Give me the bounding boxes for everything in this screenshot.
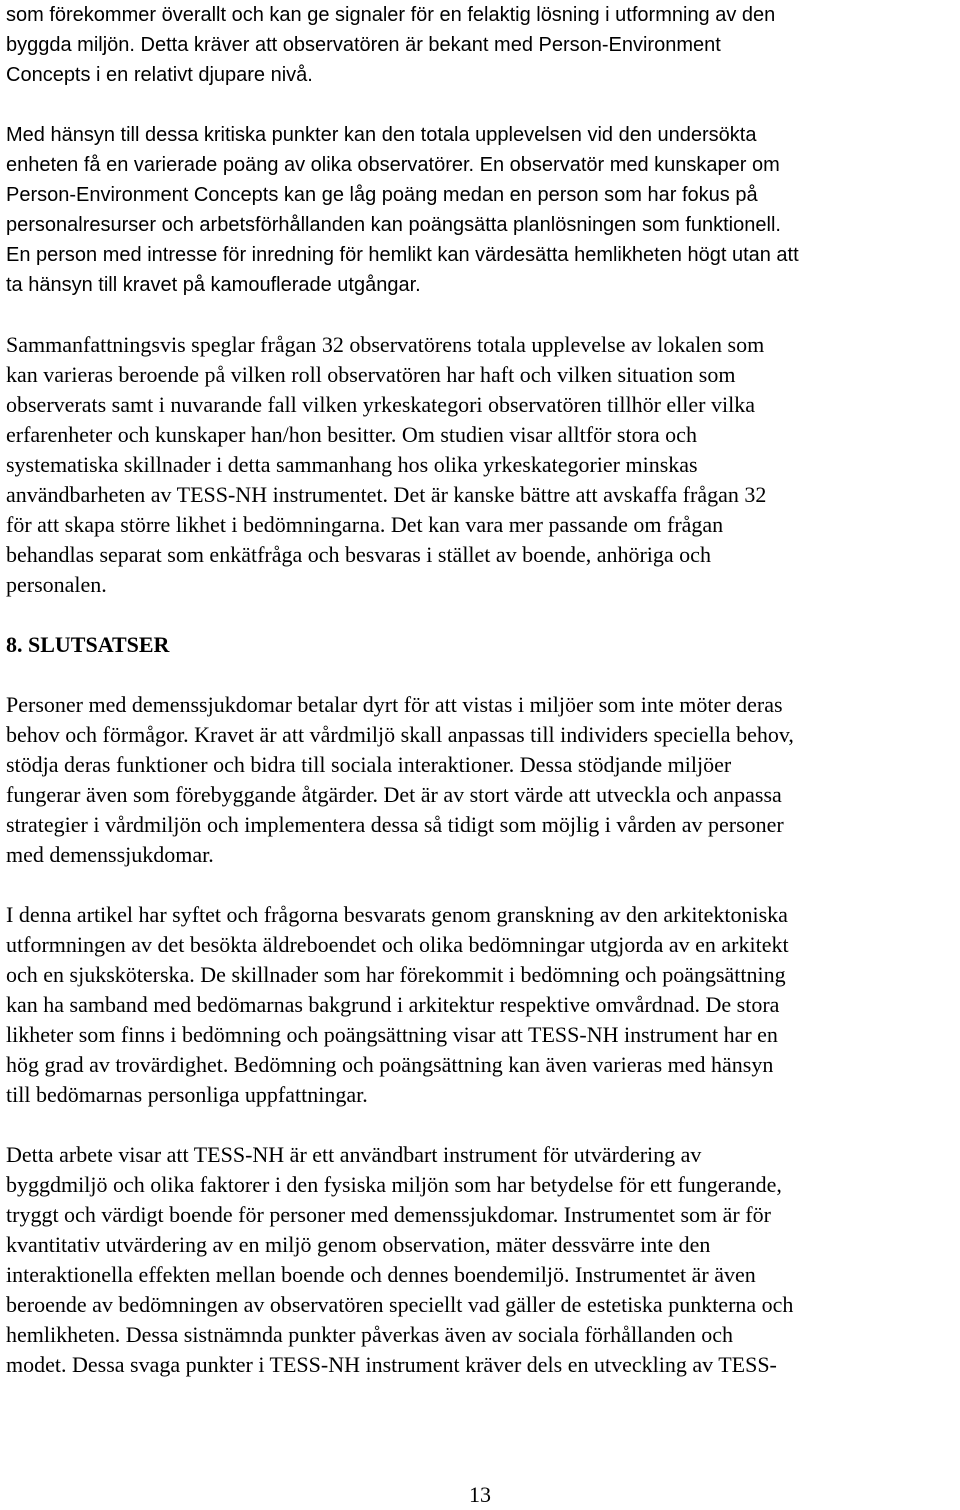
text-segment: modet. Dessa svaga punkter i TESS-NH instrument kräver dels en utveckling av TESS- xyxy=(6,1352,777,1377)
text-segment: Med hänsyn till dessa kritiska punkter kan den totala upplevelsen vid den undersökta xyxy=(6,124,757,146)
text-line xyxy=(6,750,956,780)
text-segment: likheter som finns i bedömning och poängsättning visar att TESS-NH instrument har en xyxy=(6,1022,778,1047)
text-segment: En person med intresse för inredning för hemlikt kan värdesätta hemlikheten högt utan att xyxy=(6,244,799,266)
text-line xyxy=(6,1080,956,1110)
text-line xyxy=(6,990,956,1020)
text-segment: strategier i vårdmiljön och implementera dessa så tidigt som möjlig i vården av personer xyxy=(6,812,784,837)
text-segment: för att skapa större likhet i bedömningarna. Det kan vara mer passande om frågan xyxy=(6,512,724,537)
text-segment: och en sjuksköterska. De skillnader som har förekommit i bedömning och poängsättning xyxy=(6,962,786,987)
text-line xyxy=(6,780,956,810)
paragraph xyxy=(6,690,956,870)
text-line xyxy=(6,360,956,390)
text-segment: observerats samt i nuvarande fall vilken yrkeskategori observatören tillhör eller vilka xyxy=(6,392,755,417)
text-segment: systematiska skillnader i detta sammanhang hos olika yrkeskategorier minskas xyxy=(6,452,698,477)
text-line xyxy=(6,1260,956,1290)
text-line xyxy=(6,720,956,750)
text-segment: behandlas separat som enkätfråga och besvaras i stället av boende, anhöriga och xyxy=(6,542,711,567)
paragraph-spacer xyxy=(6,300,956,330)
text-line xyxy=(6,420,956,450)
text-line xyxy=(6,390,956,420)
text-segment: fungerar även som förebyggande åtgärder. Det är av stort värde att utveckla och anpassa xyxy=(6,782,782,807)
text-segment: tryggt och värdigt boende för personer med demenssjukdomar. Instrumentet som är för xyxy=(6,1202,771,1227)
text-line xyxy=(6,0,956,30)
text-line xyxy=(6,960,956,990)
paragraph-spacer xyxy=(6,1110,956,1140)
body-text-conclusions xyxy=(6,690,956,1380)
text-line xyxy=(6,690,956,720)
document-page xyxy=(6,0,956,1380)
text-line xyxy=(6,480,956,510)
text-segment: personalen. xyxy=(6,572,107,597)
text-line xyxy=(6,900,956,930)
text-line xyxy=(6,1170,956,1200)
text-segment: beroende av bedömningen av observatören speciellt vad gäller de estetiska punkterna och xyxy=(6,1292,794,1317)
text-segment: kan ha samband med bedömarnas bakgrund i arkitektur respektive omvårdnad. De stora xyxy=(6,992,780,1017)
text-line xyxy=(6,930,956,960)
text-segment: Personer med demenssjukdomar betalar dyrt för att vistas i miljöer som inte möter deras xyxy=(6,692,783,717)
text-segment: Detta arbete visar att TESS-NH är ett användbart instrument för utvärdering av xyxy=(6,1142,702,1167)
text-line xyxy=(6,270,956,300)
text-segment: enheten få en varierade poäng av olika observatörer. En observatör med kunskaper om xyxy=(6,154,780,176)
text-line xyxy=(6,570,956,600)
text-segment: som förekommer överallt och kan ge signaler för en felaktig lösning i utformning av den xyxy=(6,4,776,26)
paragraph xyxy=(6,900,956,1110)
text-line xyxy=(6,30,956,60)
text-line xyxy=(6,450,956,480)
page-number: 13 xyxy=(469,1482,491,1507)
text-line xyxy=(6,150,956,180)
text-segment: kan varieras beroende på vilken roll observatören har haft och vilken situation som xyxy=(6,362,736,387)
spacer xyxy=(6,600,956,630)
text-segment: behov och förmågor. Kravet är att vårdmiljö skall anpassas till individers speciella behov, xyxy=(6,722,794,747)
text-line xyxy=(6,840,956,870)
text-line xyxy=(6,120,956,150)
text-segment: personalresurser och arbetsförhållanden kan poängsätta planlösningen som funktionell. xyxy=(6,214,781,236)
text-line xyxy=(6,240,956,270)
text-line xyxy=(6,210,956,240)
text-segment: Sammanfattningsvis speglar frågan 32 observatörens totala upplevelse av lokalen som xyxy=(6,332,765,357)
spacer xyxy=(6,660,956,690)
text-segment: med demenssjukdomar. xyxy=(6,842,214,867)
text-segment: erfarenheter och kunskaper han/hon besitter. Om studien visar alltför stora och xyxy=(6,422,697,447)
paragraph-spacer xyxy=(6,90,956,120)
text-line xyxy=(6,1320,956,1350)
text-line xyxy=(6,1230,956,1260)
text-segment: hemlikheten. Dessa sistnämnda punkter påverkas även av sociala förhållanden och xyxy=(6,1322,733,1347)
text-segment: ta hänsyn till kravet på kamouflerade utgångar. xyxy=(6,274,421,296)
text-segment: byggdmiljö och olika faktorer i den fysiska miljön som har betydelse för ett fungerande, xyxy=(6,1172,782,1197)
text-segment: Person-Environment Concepts kan ge låg poäng medan en person som har fokus på xyxy=(6,184,758,206)
text-line xyxy=(6,1290,956,1320)
text-segment: utformningen av det besökta äldreboendet och olika bedömningar utgjorda av en arkitekt xyxy=(6,932,789,957)
text-line xyxy=(6,1050,956,1080)
paragraph xyxy=(6,330,956,600)
text-line xyxy=(6,1350,956,1380)
text-segment: kvantitativ utvärdering av en miljö genom observation, mäter dessvärre inte den xyxy=(6,1232,711,1257)
paragraph xyxy=(6,0,956,90)
text-line xyxy=(6,1140,956,1170)
text-segment: hög grad av trovärdighet. Bedömning och poängsättning kan även varieras med hänsyn xyxy=(6,1052,774,1077)
body-text-top xyxy=(6,0,956,600)
text-line xyxy=(6,510,956,540)
paragraph-spacer xyxy=(6,870,956,900)
section-heading: 8. SLUTSATSER xyxy=(6,632,170,657)
text-line xyxy=(6,180,956,210)
text-segment: användbarheten av TESS-NH instrumentet. Det är kanske bättre att avskaffa frågan 32 xyxy=(6,482,767,507)
text-segment: interaktionella effekten mellan boende och dennes boendemiljö. Instrumentet är även xyxy=(6,1262,756,1287)
text-line xyxy=(6,60,956,90)
text-segment: stödja deras funktioner och bidra till sociala interaktioner. Dessa stödjande miljöer xyxy=(6,752,732,777)
text-line xyxy=(6,540,956,570)
text-segment: Concepts i en relativt djupare nivå. xyxy=(6,64,313,86)
text-line xyxy=(6,330,956,360)
paragraph xyxy=(6,120,956,300)
text-segment: I denna artikel har syftet och frågorna besvarats genom granskning av den arkitektoniska xyxy=(6,902,788,927)
text-line xyxy=(6,810,956,840)
text-segment: till bedömarnas personliga uppfattningar. xyxy=(6,1082,368,1107)
text-line xyxy=(6,1020,956,1050)
paragraph xyxy=(6,1140,956,1380)
text-line xyxy=(6,1200,956,1230)
text-segment: byggda miljön. Detta kräver att observatören är bekant med Person-Environment xyxy=(6,34,721,56)
